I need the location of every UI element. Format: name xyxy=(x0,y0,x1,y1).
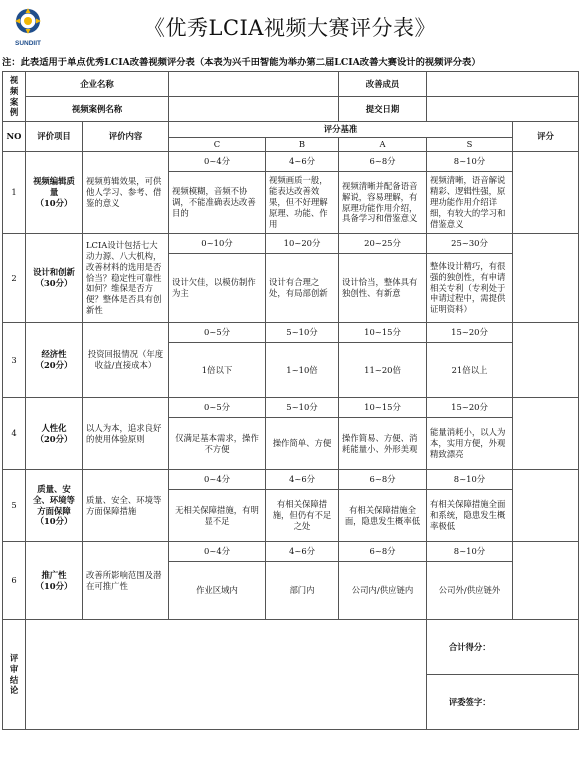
row-2-range-c: 0~10分 xyxy=(169,234,266,254)
row-6-range-b: 4~6分 xyxy=(266,542,339,562)
row-6-no: 6 xyxy=(3,542,26,620)
row-1-content: 视频剪辑效果，可供他人学习、参考、借鉴的意义 xyxy=(83,152,169,234)
row-4-content: 以人为本，追求良好的使用体验原则 xyxy=(83,398,169,470)
row-1-score-field[interactable] xyxy=(513,152,579,234)
row-1-range-c: 0~4分 xyxy=(169,152,266,172)
company-name-label: 企业名称 xyxy=(26,72,169,97)
row-1-item xyxy=(26,152,83,234)
header-criteria: 评分基准 xyxy=(169,122,513,138)
row-1-points: （10分） xyxy=(35,197,73,208)
row-4-range-b: 5~10分 xyxy=(266,398,339,418)
row-4-item xyxy=(26,398,83,470)
team-members-field[interactable] xyxy=(427,72,579,97)
row-3-content: 投资回报情况（年度收益/直接成本） xyxy=(83,323,169,398)
row-2-no: 2 xyxy=(3,234,26,323)
row-4-no: 4 xyxy=(3,398,26,470)
row-2-range-b: 10~20分 xyxy=(266,234,339,254)
judge-signature-field[interactable] xyxy=(513,675,579,730)
row-4-desc-s: 能量消耗小，以人为本，实用方便，外观精致漂亮 xyxy=(427,418,513,470)
row-6-points: （10分） xyxy=(35,580,73,591)
row-2-content: LCIA设计包括七大动力源、八大机构，改善材料的选用是否恰当？稳定性可靠性如何？维保是否方便？整体是否具有创新性 xyxy=(83,234,169,323)
row-1-no: 1 xyxy=(3,152,26,234)
total-score-field[interactable] xyxy=(513,620,579,675)
row-2-range-a: 20~25分 xyxy=(339,234,427,254)
row-3-score-field[interactable] xyxy=(513,323,579,398)
row-1-item-name: 视频编辑质量 xyxy=(33,176,75,198)
row-2-range-s: 25~30分 xyxy=(427,234,513,254)
info-section-label: 视频案例 xyxy=(3,72,26,122)
row-2-item-name: 设计和创新 xyxy=(33,267,75,278)
row-1-desc-b: 视频画质一般，能表达改善效果，但不好理解原理、功能、作用 xyxy=(266,172,339,234)
row-5-desc-b: 有相关保障措施，但仍有不足之处 xyxy=(266,490,339,542)
row-3-desc-b: 1~10倍 xyxy=(266,343,339,398)
row-5-content: 质量、安全、环境等方面保障措施 xyxy=(83,470,169,542)
grade-s: S xyxy=(427,138,513,152)
row-4-points: （20分） xyxy=(35,433,73,444)
header-no: NO xyxy=(3,122,26,152)
row-1-range-a: 6~8分 xyxy=(339,152,427,172)
row-4-range-a: 10~15分 xyxy=(339,398,427,418)
row-4-desc-a: 操作简易、方便、消耗能量小、外形美观 xyxy=(339,418,427,470)
row-6-desc-c: 作业区域内 xyxy=(169,562,266,620)
row-6-desc-a: 公司内/供应链内 xyxy=(339,562,427,620)
row-3-no: 3 xyxy=(3,323,26,398)
row-2-item xyxy=(26,234,83,323)
row-4-range-s: 15~20分 xyxy=(427,398,513,418)
row-3-desc-a: 11~20倍 xyxy=(339,343,427,398)
header-content: 评价内容 xyxy=(83,122,169,152)
row-2-desc-b: 设计有合理之处，有局部创新 xyxy=(266,254,339,323)
row-2-desc-a: 设计恰当，整体具有独创性、有新意 xyxy=(339,254,427,323)
submit-date-field[interactable] xyxy=(427,97,579,122)
review-conclusion-field[interactable] xyxy=(26,620,427,730)
usage-note: 注：此表适用于单点优秀LCIA改善视频评分表（本表为兴千田智能为举办第二届LCIA改善大赛设计的视频评分表） xyxy=(2,57,481,68)
row-5-range-b: 4~6分 xyxy=(266,470,339,490)
row-5-points: （10分） xyxy=(35,516,73,527)
total-score-label: 合计得分： xyxy=(427,620,513,675)
grade-c: C xyxy=(169,138,266,152)
row-5-desc-a: 有相关保障措施全面，隐患发生概率低 xyxy=(339,490,427,542)
row-3-range-c: 0~5分 xyxy=(169,323,266,343)
row-4-range-c: 0~5分 xyxy=(169,398,266,418)
row-4-score-field[interactable] xyxy=(513,398,579,470)
row-1-range-b: 4~6分 xyxy=(266,152,339,172)
row-5-desc-s: 有相关保障措施全面和系统，隐患发生概率极低 xyxy=(427,490,513,542)
row-3-item-name: 经济性 xyxy=(41,349,67,360)
row-5-item xyxy=(26,470,83,542)
case-name-field[interactable] xyxy=(169,97,339,122)
row-5-no: 5 xyxy=(3,470,26,542)
row-5-range-a: 6~8分 xyxy=(339,470,427,490)
row-3-range-s: 15~20分 xyxy=(427,323,513,343)
row-5-desc-c: 无相关保障措施，有明显不足 xyxy=(169,490,266,542)
header-item: 评价项目 xyxy=(26,122,83,152)
row-6-range-c: 0~4分 xyxy=(169,542,266,562)
row-6-item-name: 推广性 xyxy=(41,569,67,580)
row-3-desc-s: 21倍以上 xyxy=(427,343,513,398)
row-3-range-a: 10~15分 xyxy=(339,323,427,343)
row-6-score-field[interactable] xyxy=(513,542,579,620)
row-4-desc-b: 操作简单、方便 xyxy=(266,418,339,470)
team-members-label: 改善成员 xyxy=(339,72,427,97)
company-name-field[interactable] xyxy=(169,72,339,97)
row-4-desc-c: 仅满足基本需求，操作不方便 xyxy=(169,418,266,470)
row-1-desc-a: 视频清晰并配备语音解说，容易理解，有原理功能作用介绍，具备学习和借鉴意义 xyxy=(339,172,427,234)
row-5-item-name: 质量、安全、环境等方面保障 xyxy=(33,483,75,516)
row-1-desc-s: 视频清晰，语音解说精彩、逻辑性强，原理功能作用介绍详细，有较大的学习和借鉴意义 xyxy=(427,172,513,234)
row-1-desc-c: 视频模糊，音频不协调，不能准确表达改善目的 xyxy=(169,172,266,234)
row-6-range-s: 8~10分 xyxy=(427,542,513,562)
page-title: 《优秀LCIA视频大赛评分表》 xyxy=(144,16,436,40)
row-3-item xyxy=(26,323,83,398)
row-2-points: （30分） xyxy=(35,278,73,288)
row-5-range-c: 0~4分 xyxy=(169,470,266,490)
score-table xyxy=(2,71,579,730)
row-6-content: 改善所影响范围及潜在可推广性 xyxy=(83,542,169,620)
case-name-label: 视频案例名称 xyxy=(26,97,169,122)
row-5-range-s: 8~10分 xyxy=(427,470,513,490)
logo-text: SUNDIIT xyxy=(15,40,41,47)
row-3-range-b: 5~10分 xyxy=(266,323,339,343)
row-6-range-a: 6~8分 xyxy=(339,542,427,562)
judge-signature-label: 评委签字： xyxy=(427,675,513,730)
row-5-score-field[interactable] xyxy=(513,470,579,542)
row-6-desc-s: 公司外/供应链外 xyxy=(427,562,513,620)
row-4-item-name: 人性化 xyxy=(41,422,67,433)
row-6-item xyxy=(26,542,83,620)
row-6-desc-b: 部门内 xyxy=(266,562,339,620)
header-score: 评分 xyxy=(513,122,579,152)
row-3-points: （20分） xyxy=(35,360,73,370)
row-2-desc-c: 设计欠佳，以模仿制作为主 xyxy=(169,254,266,323)
row-2-score-field[interactable] xyxy=(513,234,579,323)
row-1-range-s: 8~10分 xyxy=(427,152,513,172)
review-conclusion-label: 评审结论 xyxy=(3,620,26,730)
submit-date-label: 提交日期 xyxy=(339,97,427,122)
grade-b: B xyxy=(266,138,339,152)
grade-a: A xyxy=(339,138,427,152)
row-3-desc-c: 1倍以下 xyxy=(169,343,266,398)
row-2-desc-s: 整体设计精巧，有很强的独创性，有申请相关专利（专利处于申请过程中，需提供证明资料） xyxy=(427,254,513,323)
